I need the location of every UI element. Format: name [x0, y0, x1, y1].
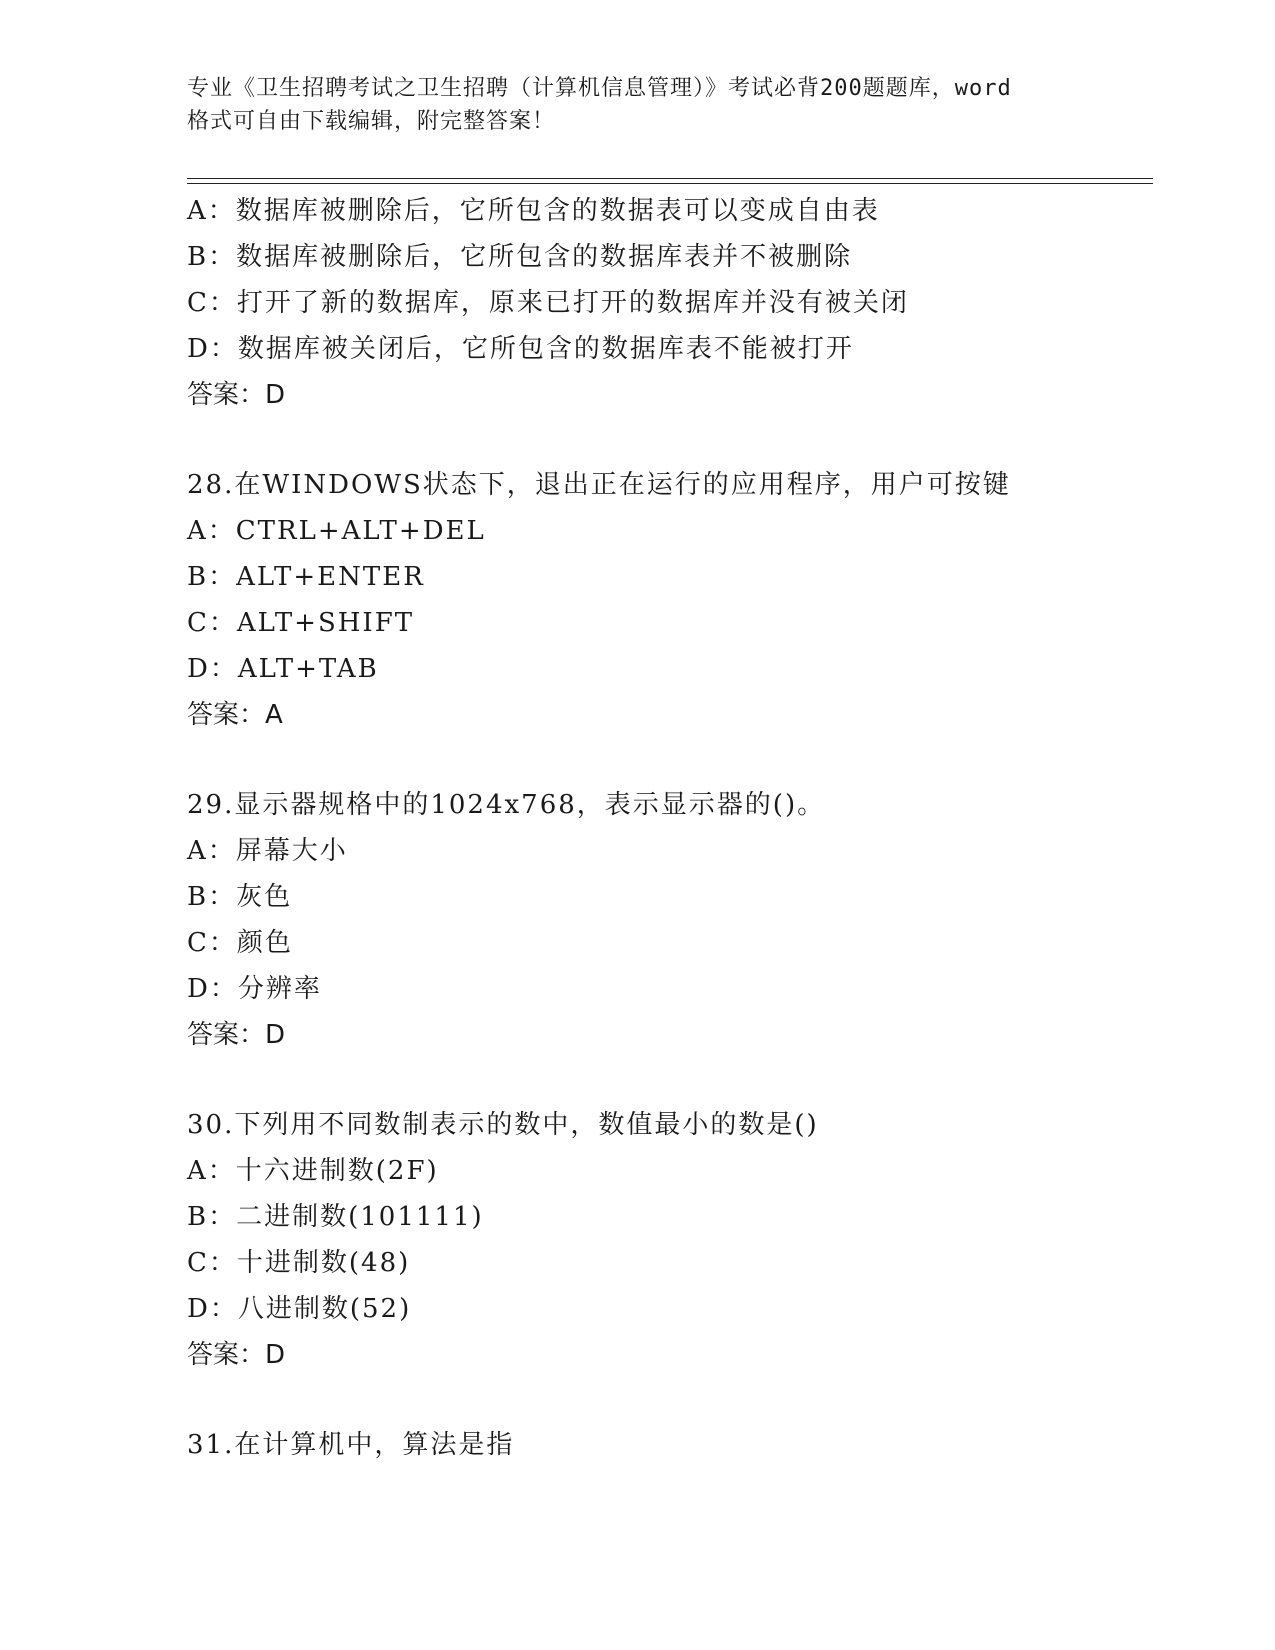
option-d: D：分辨率 [187, 974, 322, 1004]
question-30 [187, 1102, 1147, 1378]
question-28 [187, 462, 1147, 738]
document-header [187, 72, 1087, 138]
option-a: A：CTRL+ALT+DEL [187, 516, 486, 546]
option-c: C：打开了新的数据库，原来已打开的数据库并没有被关闭 [187, 288, 909, 318]
question-stem: 29.显示器规格中的1024x768，表示显示器的()。 [187, 790, 826, 820]
answer-line: 答案：D [187, 380, 286, 410]
option-b: B：ALT+ENTER [187, 562, 425, 592]
spacer [187, 738, 1147, 782]
option-c: C：颜色 [187, 928, 293, 958]
spacer [187, 1378, 1147, 1422]
answer-line: 答案：D [187, 1340, 286, 1370]
option-d: D：ALT+TAB [187, 654, 379, 684]
question-29 [187, 782, 1147, 1058]
question-stem: 28.在WINDOWS状态下，退出正在运行的应用程序，用户可按键 [187, 470, 1011, 500]
spacer [187, 418, 1147, 462]
answer-line: 答案：D [187, 1020, 286, 1050]
option-d: D：八进制数(52) [187, 1294, 412, 1324]
header-line-1: 专业《卫生招聘考试之卫生招聘（计算机信息管理）》考试必背200题题库，word [187, 76, 1012, 101]
header-divider-bottom [187, 183, 1153, 184]
question-stem: 30.下列用不同数制表示的数中，数值最小的数是() [187, 1110, 819, 1140]
option-c: C：十进制数(48) [187, 1248, 411, 1278]
option-d: D：数据库被关闭后，它所包含的数据库表不能被打开 [187, 334, 854, 364]
question-31 [187, 1422, 1147, 1468]
option-a: A：屏幕大小 [187, 836, 348, 866]
option-b: B：灰色 [187, 882, 293, 912]
spacer [187, 1058, 1147, 1102]
answer-line: 答案：A [187, 700, 283, 730]
option-a: A：数据库被删除后，它所包含的数据表可以变成自由表 [187, 196, 880, 226]
header-divider-top [187, 178, 1153, 179]
option-b: B：数据库被删除后，它所包含的数据库表并不被删除 [187, 242, 853, 272]
question-stem: 31.在计算机中，算法是指 [187, 1430, 515, 1460]
header-line-2: 格式可自由下载编辑，附完整答案！ [187, 109, 556, 134]
option-c: C：ALT+SHIFT [187, 608, 415, 638]
question-list [187, 188, 1147, 1468]
option-a: A：十六进制数(2F) [187, 1156, 439, 1186]
option-b: B：二进制数(101111) [187, 1202, 484, 1232]
question-27 [187, 188, 1147, 418]
